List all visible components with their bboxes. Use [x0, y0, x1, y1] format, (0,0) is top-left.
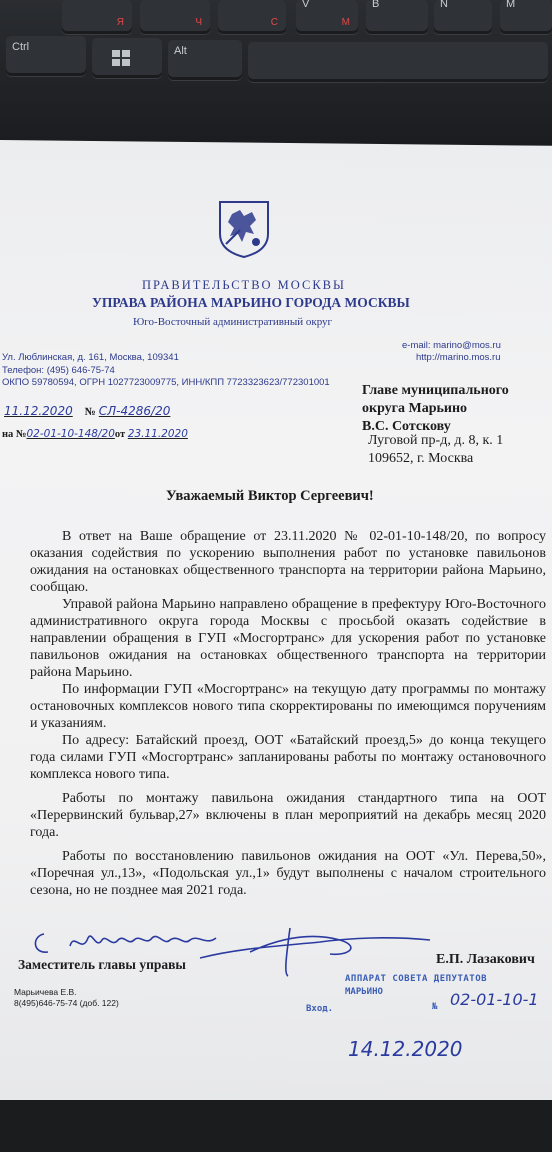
body-paragraph	[30, 596, 546, 681]
key-label: Ctrl	[12, 41, 30, 53]
stamp-organization: АППАРАТ СОВЕТА ДЕПУТАТОВ	[345, 974, 488, 984]
signature-icon	[190, 918, 440, 978]
letterhead-phone: Телефон: (495) 646-75-74	[2, 365, 115, 376]
key-label: B	[372, 0, 380, 10]
body-paragraph	[30, 681, 546, 732]
executor-name: Марьичева Е.В.	[14, 987, 77, 997]
reference-number: 02-01-10-148/20	[26, 428, 115, 440]
stamp-number-label: №	[432, 1002, 438, 1012]
letterhead-address: Ул. Люблинская, д. 161, Москва, 109341	[2, 352, 179, 363]
key-label: M	[506, 0, 516, 10]
stamp-number: 02-01-10-1	[450, 990, 539, 1009]
key-label: V	[302, 0, 310, 10]
recipient-name: В.С. Сотскову	[362, 419, 451, 434]
key-label: С	[270, 17, 278, 28]
keyboard-key	[296, 0, 358, 34]
greeting: Уважаемый Виктор Сергеевич!	[166, 488, 374, 504]
reference-from-label: от	[114, 429, 126, 440]
bottom-background	[0, 1100, 552, 1152]
paragraph-text: По информации ГУП «Мосгортранс» на текущую дату программы по монтажу остановочных комплексов нового типа скорректированы по имеющимся поручениям и указаниям.	[30, 682, 546, 731]
alt-key	[168, 40, 242, 80]
key-label: M	[341, 17, 350, 28]
letterhead-codes: ОКПО 59780594, ОГРН 1027723009775, ИНН/КПП 7723323623/772301001	[2, 377, 330, 388]
reference-line	[2, 428, 188, 440]
paragraph-text: В ответ на Ваше обращение от 23.11.2020 № 02-01-10-148/20, по вопросу оказания содействия по ускорению выполнения работ по установке павильонов ожидания на остановках общественного транспорта на территории района Марьино, сообщаю.	[30, 529, 546, 595]
recipient-address: Луговой пр-д, д. 8, к. 1	[368, 433, 504, 448]
registration-line	[4, 404, 170, 419]
keyboard-key	[366, 0, 428, 34]
signature-name: Е.П. Лазакович	[436, 952, 535, 967]
keyboard-key	[62, 0, 132, 34]
registration-number-label: №	[84, 406, 96, 418]
paragraph-text: Работы по монтажу павильона ожидания стандартного типа на ООТ «Перервинский бульвар,27» включены в план мероприятий на декабрь месяц 2020 года.	[30, 791, 546, 840]
keyboard-key	[140, 0, 210, 34]
body-paragraph	[30, 848, 546, 899]
letterhead-uprava: УПРАВА РАЙОНА МАРЬИНО ГОРОДА МОСКВЫ	[92, 295, 410, 310]
registration-number: СЛ-4286/20	[98, 404, 171, 418]
recipient-city: 109652, г. Москва	[368, 451, 474, 466]
keyboard-key	[500, 0, 552, 34]
executor-phone: 8(495)646-75-74 (доб. 122)	[14, 998, 119, 1008]
letterhead-website: http://marino.mos.ru	[416, 352, 501, 363]
reference-date: 23.11.2020	[127, 428, 188, 440]
windows-key	[92, 38, 162, 78]
body-paragraph	[30, 790, 546, 841]
stamp-district: МАРЬИНО	[345, 987, 383, 997]
moscow-coat-of-arms-icon	[218, 200, 270, 258]
space-key	[248, 42, 548, 82]
paragraph-text: Управой района Марьино направлено обращение в префектуру Юго-Восточного административного округа города Москвы с просьбой оказать содействие в направлении обращения в ГУП «Мосгортранс» для ускорения работ по установке павильонов ожидания на остановках общественного транспорта на территории района Марьино.	[30, 597, 546, 680]
paragraph-text: По адресу: Батайский проезд, ООТ «Батайский проезд,5» до конца текущего года силами ГУП «Мосгортранс» запланированы работы по монтажу остановочного комплекса нового типа.	[30, 733, 546, 782]
letterhead-government: ПРАВИТЕЛЬСТВО МОСКВЫ	[142, 278, 346, 292]
registration-date: 11.12.2020	[4, 404, 73, 418]
signature-post: Заместитель главы управы	[18, 957, 186, 972]
keyboard-key	[434, 0, 492, 34]
keyboard-key	[218, 0, 286, 34]
recipient-line-2: округа Марьино	[362, 401, 468, 416]
letterhead-okrug: Юго-Восточный административный округ	[133, 316, 333, 328]
windows-logo-icon	[112, 50, 130, 66]
ctrl-key	[6, 36, 86, 76]
body-paragraph	[30, 528, 546, 596]
stamp-in-label: Вход.	[306, 1004, 334, 1014]
letterhead-email: e-mail: marino@mos.ru	[402, 340, 501, 351]
key-label: Alt	[174, 45, 187, 57]
recipient-line-1: Главе муниципального	[362, 383, 509, 398]
body-paragraph	[30, 732, 546, 783]
reference-label: на №	[2, 429, 27, 440]
key-label: Ч	[195, 17, 202, 28]
stamp-date: 14.12.2020	[348, 1037, 463, 1061]
key-label: N	[440, 0, 448, 10]
paragraph-text: Работы по восстановлению павильонов ожидания на ООТ «Ул. Перева,50», «Поречная ул.,13», «Подольская ул.,1» будут выполнены с началом строительного сезона, но не позднее мая 2021 года.	[30, 849, 546, 898]
key-label: Я	[116, 17, 124, 28]
